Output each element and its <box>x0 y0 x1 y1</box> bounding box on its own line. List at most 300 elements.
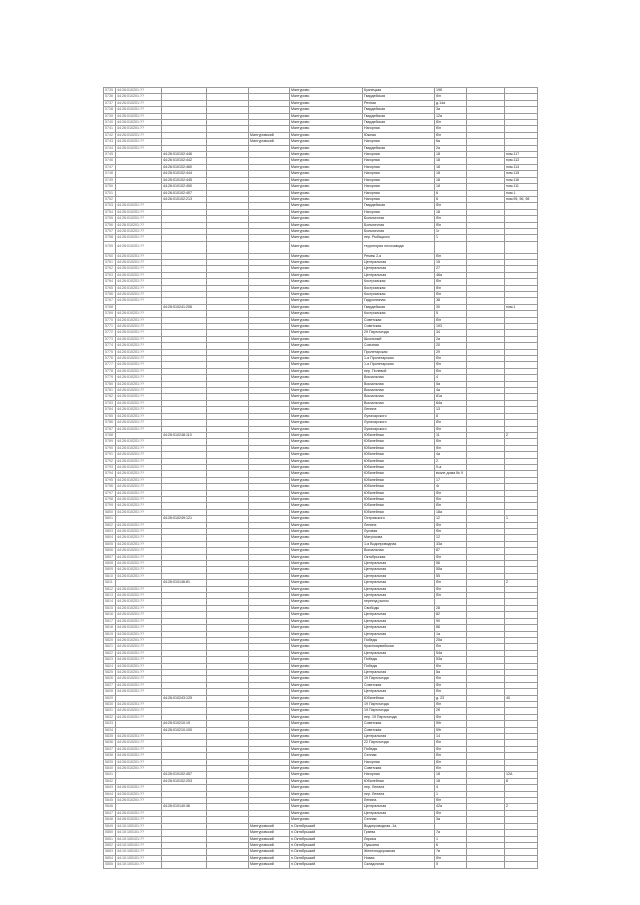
table-cell: пер. 19 Партсъезда <box>363 714 435 720</box>
table-cell: Мантурово <box>290 753 363 759</box>
table-cell: 44:26:010201:?? <box>116 464 162 470</box>
table-cell: Мантурово <box>290 343 363 349</box>
table-cell: 44:26:010201:?? <box>116 394 162 400</box>
table-cell: 7а <box>435 830 467 836</box>
table-cell: Победы <box>363 657 435 663</box>
table-cell: Центральная <box>363 586 435 592</box>
table-cell: территория лесозавода <box>363 241 435 253</box>
table-cell: 17 <box>435 477 467 483</box>
table-cell: Мантурово <box>290 529 363 535</box>
table-cell: 5818 <box>104 625 116 631</box>
table-cell: Центральная <box>363 618 435 624</box>
table-cell: Мантурово <box>290 196 363 202</box>
table-cell: Мантурово <box>290 721 363 727</box>
table-cell: Нагорная <box>363 139 435 145</box>
table-cell: 44:26:010201:?? <box>116 291 162 297</box>
table-cell: 5792 <box>104 458 116 464</box>
table-cell: 5791 <box>104 452 116 458</box>
table-cell: Речная <box>363 100 435 106</box>
table-cell: 1 <box>505 516 538 522</box>
table-cell: Костромская <box>363 285 435 291</box>
table-cell: Мантурово <box>290 631 363 637</box>
table-cell: пом.111 <box>505 184 538 190</box>
table-cell: пом.1 <box>505 304 538 310</box>
table-cell: 44:26:010102:407 <box>162 190 207 196</box>
table-cell: 5814 <box>104 599 116 605</box>
table-cell: п.Октябрьский <box>290 849 363 855</box>
table-cell: 44:26:010201:?? <box>116 573 162 579</box>
table-cell: Советская <box>363 727 435 733</box>
table-cell: 33а <box>435 541 467 547</box>
table-cell: 19 Партсъезда <box>363 676 435 682</box>
table-cell: Мантуровский <box>249 139 290 145</box>
table-cell: Юбилейная <box>363 439 435 445</box>
table-cell: Юбилейная <box>363 778 435 784</box>
table-cell: Мантурово <box>290 496 363 502</box>
table-cell: 44:26:010201:?? <box>116 669 162 675</box>
table-cell: 9-а <box>435 464 467 470</box>
table-cell: 44:26:010201:?? <box>116 139 162 145</box>
table-cell: 2 <box>505 432 538 438</box>
table-cell <box>505 241 538 253</box>
table-cell: Мантурово <box>290 605 363 611</box>
table-cell: Мантурово <box>290 368 363 374</box>
table-cell: 5760 <box>104 253 116 259</box>
table-cell: Нагорная <box>363 772 435 778</box>
table-cell: Мантуровский <box>249 855 290 861</box>
table-cell: Центральная <box>363 669 435 675</box>
table-cell: Костромская <box>363 279 435 285</box>
table-cell: 44:26:010201:?? <box>116 407 162 413</box>
table-cell: 5а <box>435 381 467 387</box>
table-cell: Мантурово <box>290 701 363 707</box>
table-cell: Мантурово <box>290 298 363 304</box>
table-cell: 5745 <box>104 152 116 158</box>
table-cell: возле дома № 9 <box>435 471 467 477</box>
table-cell: 44:26:010201:?? <box>116 228 162 234</box>
table-cell: 5811 <box>104 580 116 586</box>
table-cell: 56 <box>435 561 467 567</box>
table-cell: 29 <box>435 349 467 355</box>
table-cell: 44:26:010201:?? <box>116 496 162 502</box>
table-cell: пом.116 <box>505 177 538 183</box>
table-cell: б/н <box>435 554 467 560</box>
table-cell: 3а <box>435 107 467 113</box>
table-cell: 5744 <box>104 145 116 151</box>
table-cell: 44:26:010201:?? <box>116 535 162 541</box>
table-cell: 12а <box>435 113 467 119</box>
table-cell: 5815 <box>104 605 116 611</box>
table-cell: 5750 <box>104 184 116 190</box>
table-cell: Железнодорожная <box>363 849 435 855</box>
table-cell: 5819 <box>104 631 116 637</box>
table-cell: 59г <box>435 721 467 727</box>
table-cell: Советская <box>363 317 435 323</box>
table-cell: Больничная <box>363 216 435 222</box>
table-cell: Гидролизная <box>363 298 435 304</box>
table-cell: Мантурово <box>290 509 363 515</box>
table-cell: 46а <box>435 272 467 278</box>
table-cell: Мантурово <box>290 375 363 381</box>
table-cell: Советская <box>363 682 435 688</box>
table-cell: Мантурово <box>290 432 363 438</box>
table-cell: Мантурово <box>290 810 363 816</box>
table-cell: б/н <box>435 701 467 707</box>
table-cell: Мантуровский <box>249 842 290 848</box>
table-cell: б/н <box>435 291 467 297</box>
table-cell: 1г <box>435 228 467 234</box>
table-cell: б/н <box>435 216 467 222</box>
table-cell: Нагорная <box>363 209 435 215</box>
table-cell: 44:26:010201:?? <box>116 766 162 772</box>
table-cell: 5776 <box>104 356 116 362</box>
table-cell: 5753 <box>104 203 116 209</box>
table-cell: Центральная <box>363 804 435 810</box>
table-cell: Гвардейская <box>363 203 435 209</box>
table-cell: Победы <box>363 637 435 643</box>
table-cell: 44:26:010201:?? <box>116 285 162 291</box>
table-cell: 44:26:010201:?? <box>116 311 162 317</box>
table-cell: Мантурово <box>290 618 363 624</box>
table-cell: 5741 <box>104 126 116 132</box>
table-cell: 11 <box>435 432 467 438</box>
table-cell: Мантурово <box>290 791 363 797</box>
table-cell: Мантурово <box>290 503 363 509</box>
table-cell: 5853 <box>104 849 116 855</box>
table-cell: Пролетарская <box>363 349 435 355</box>
table-cell: 44:26:010201:?? <box>116 650 162 656</box>
table-cell: 5752 <box>104 196 116 202</box>
table-cell: 18а <box>435 509 467 515</box>
table-cell: пер. Ленина <box>363 791 435 797</box>
table-row <box>104 862 538 868</box>
table-cell: 5837 <box>104 746 116 752</box>
table-cell: п.Октябрьский <box>290 830 363 836</box>
table-cell: Мантурово <box>290 637 363 643</box>
table-cell: 5763 <box>104 272 116 278</box>
table-cell: 5804 <box>104 535 116 541</box>
table-cell: Мантурово <box>290 311 363 317</box>
table-cell: Мантурово <box>290 171 363 177</box>
table-cell: 44:26:010102:213 <box>162 196 207 202</box>
table-cell: б/н <box>435 496 467 502</box>
table-cell: б/н <box>435 426 467 432</box>
table-cell: Мантурово <box>290 573 363 579</box>
table-cell: 5812 <box>104 586 116 592</box>
table-cell: Мантурово <box>290 554 363 560</box>
table-cell: 44:26:010243:125 <box>162 695 207 701</box>
table-cell: 19 Партсъезда <box>363 701 435 707</box>
table-cell: 5848 <box>104 817 116 823</box>
table-cell: 5821 <box>104 644 116 650</box>
table-cell: Советская <box>363 721 435 727</box>
table-cell: б/н <box>435 490 467 496</box>
table-cell: 81а <box>435 394 467 400</box>
table-cell: 53а <box>435 657 467 663</box>
table-cell: 5839 <box>104 759 116 765</box>
table-cell: Октябрьская <box>363 554 435 560</box>
table-cell: Мантурово <box>290 113 363 119</box>
table-cell: 86 <box>435 625 467 631</box>
table-cell: Вокзальная <box>363 400 435 406</box>
table-cell: 2б <box>435 708 467 714</box>
table-cell: 2 <box>435 458 467 464</box>
table-cell: 29 Партсъезда <box>363 330 435 336</box>
table-cell: 5838 <box>104 753 116 759</box>
table-cell: 5786 <box>104 420 116 426</box>
table-cell: 5816 <box>104 612 116 618</box>
table-cell: пер. Полевой <box>363 368 435 374</box>
table-cell: 5794 <box>104 471 116 477</box>
table-cell: Юбилейная <box>363 484 435 490</box>
table-cell: б/н <box>435 593 467 599</box>
table-cell: Мантурово <box>290 567 363 573</box>
table-cell: Мантурово <box>290 785 363 791</box>
table-cell: 44:26:010201:?? <box>116 663 162 669</box>
table-cell <box>505 862 538 868</box>
table-cell: Центральная <box>363 625 435 631</box>
table-cell: 5822 <box>104 650 116 656</box>
table-cell: Мантурово <box>290 548 363 554</box>
table-cell: Мантурово <box>290 420 363 426</box>
table-cell: б/н <box>435 120 467 126</box>
table-cell: Мантурово <box>290 228 363 234</box>
table-cell: п.Октябрьский <box>290 855 363 861</box>
table-cell: 1 <box>435 235 467 241</box>
table-cell: Центральная <box>363 810 435 816</box>
table-cell: 19 Партсъезда <box>363 708 435 714</box>
table-cell: 44:26:010201:?? <box>116 266 162 272</box>
table-cell: 44:26:010201:?? <box>116 420 162 426</box>
table-cell: 44:26:010201:?? <box>116 107 162 113</box>
table-cell: Мантурово <box>290 734 363 740</box>
table-cell: 44:26:010201:?? <box>116 362 162 368</box>
table-cell: 44:26:010201:?? <box>116 503 162 509</box>
table-cell: Мантурово <box>290 477 363 483</box>
table-cell: Мантурово <box>290 516 363 522</box>
table-cell: 19б <box>435 88 467 94</box>
table-cell: 5841 <box>104 772 116 778</box>
table-cell: 44:26:010201:?? <box>116 203 162 209</box>
table-cell: Гвардейская <box>363 304 435 310</box>
table-cell: пом.95, 96, 98 <box>505 196 538 202</box>
table-cell: Юбилейная <box>363 477 435 483</box>
table-cell: Мантурово <box>290 216 363 222</box>
table-cell: б/н <box>435 746 467 752</box>
table-cell: 44:26:010201:?? <box>116 734 162 740</box>
table-cell: переезд рынок <box>363 599 435 605</box>
table-cell: Мантурово <box>290 612 363 618</box>
table-cell: Вокзальная <box>363 375 435 381</box>
table-cell: Мантурово <box>290 561 363 567</box>
table-cell: б/н <box>435 368 467 374</box>
table-cell: 44:26:010201:?? <box>116 798 162 804</box>
table-cell: Мантурово <box>290 740 363 746</box>
table-cell: Нагорная <box>363 171 435 177</box>
table-cell: Мантурово <box>290 452 363 458</box>
table-cell: Вокзальная <box>363 388 435 394</box>
table-cell: 44:10:100101:?? <box>116 862 162 868</box>
table-cell: 44:26:010201:?? <box>116 100 162 106</box>
table-cell: Мантурово <box>290 330 363 336</box>
table-cell: 44:10:100101:?? <box>116 855 162 861</box>
table-cell: Мантурово <box>290 317 363 323</box>
table-cell: 5847 <box>104 810 116 816</box>
table-cell: Мантурово <box>290 203 363 209</box>
table-cell: Костромская <box>363 291 435 297</box>
table-cell: 44:26:010201:?? <box>116 349 162 355</box>
table-cell: 5830 <box>104 701 116 707</box>
table-cell: 4г <box>435 484 467 490</box>
table-cell: 5770 <box>104 317 116 323</box>
table-cell: 44:10:100101:?? <box>116 830 162 836</box>
table-cell: 5826 <box>104 676 116 682</box>
table-cell: 18 <box>435 171 467 177</box>
table-cell: Юбилейная <box>363 445 435 451</box>
table-cell <box>207 241 249 253</box>
table-cell: 15 <box>435 259 467 265</box>
table-cell: Юбилейная <box>363 458 435 464</box>
table-cell: 44:10:100101:?? <box>116 842 162 848</box>
table-cell: 44:26:010201:?? <box>116 356 162 362</box>
table-cell: 44:26:010201:?? <box>116 746 162 752</box>
table-cell: Центральная <box>363 734 435 740</box>
table-cell: Юбилейная <box>363 464 435 470</box>
table-cell: 5829 <box>104 695 116 701</box>
table-cell: 44:26:010201:?? <box>116 120 162 126</box>
table-cell: Мантурово <box>290 445 363 451</box>
table-cell: 55 <box>435 573 467 579</box>
table-cell: Мантурово <box>290 695 363 701</box>
table-cell: Центральная <box>363 259 435 265</box>
table-cell: б/н <box>435 529 467 535</box>
table-cell: 44:26:010201:?? <box>116 209 162 215</box>
table-cell: 44:26:010102:457 <box>162 772 207 778</box>
table-cell: Вокзальная <box>363 394 435 400</box>
table-cell: Мантурово <box>290 471 363 477</box>
table-cell: 5740 <box>104 120 116 126</box>
table-cell <box>249 241 290 253</box>
table-cell: 5851 <box>104 836 116 842</box>
table-cell: 18 <box>435 164 467 170</box>
table-cell: Луговая <box>363 529 435 535</box>
table-cell: б/н <box>435 740 467 746</box>
table-cell: Мантурово <box>290 426 363 432</box>
table-cell: 44:26:010102:460 <box>162 164 207 170</box>
table-cell: 5758 <box>104 235 116 241</box>
table-cell: Мантурово <box>290 324 363 330</box>
table-cell: 5803 <box>104 529 116 535</box>
table-cell: Мантуровский <box>249 849 290 855</box>
table-cell: 6а <box>435 139 467 145</box>
table-cell: Мантурово <box>290 535 363 541</box>
table-cell: Лирика <box>363 836 435 842</box>
table-cell: 5780 <box>104 381 116 387</box>
table-cell: 44:26:010201:?? <box>116 682 162 688</box>
table-cell: 5767 <box>104 298 116 304</box>
table-cell: 8 <box>435 413 467 419</box>
table-cell: 44:10:100101:?? <box>116 836 162 842</box>
table-cell: 5844 <box>104 791 116 797</box>
table-cell: 44:26:010201:?? <box>116 94 162 100</box>
table-cell: 44:26:010201:?? <box>116 388 162 394</box>
table-cell: Гвардейская <box>363 145 435 151</box>
table-cell <box>467 241 505 253</box>
table-cell: Мантурово <box>290 349 363 355</box>
table-cell: 5828 <box>104 689 116 695</box>
table-cell: Центральная <box>363 567 435 573</box>
table-cell: Мантурово <box>290 253 363 259</box>
table-cell: б/н <box>435 682 467 688</box>
table-cell: 44:26:010140:36 <box>162 804 207 810</box>
table-cell: 44:26:010201:?? <box>116 676 162 682</box>
table-cell: 18 <box>435 152 467 158</box>
table-cell: 5774 <box>104 343 116 349</box>
table-cell: Мантурово <box>290 356 363 362</box>
table-cell: 5743 <box>104 139 116 145</box>
table-cell: 5785 <box>104 413 116 419</box>
table-cell: Мантурово <box>290 184 363 190</box>
table-cell: 44:26:010146:81 <box>162 580 207 586</box>
register-table <box>103 87 538 869</box>
table-cell: 44:26:010201:?? <box>116 426 162 432</box>
table-cell: б/н <box>435 759 467 765</box>
table-cell: 5824 <box>104 663 116 669</box>
table-cell: 44:26:010201:?? <box>116 612 162 618</box>
table-cell: д.14а <box>435 100 467 106</box>
table-cell: Советская <box>363 766 435 772</box>
table-cell: Центральная <box>363 631 435 637</box>
table-cell: Центральная <box>363 272 435 278</box>
table-cell: 5806 <box>104 548 116 554</box>
table-cell: 1 <box>435 791 467 797</box>
table-cell: 3а <box>435 817 467 823</box>
table-cell: Мантурово <box>290 490 363 496</box>
table-cell: 1-я Водопроводная <box>363 541 435 547</box>
table-cell: Мантурово <box>290 120 363 126</box>
table-cell: Школьный <box>363 336 435 342</box>
table-cell: 5843 <box>104 785 116 791</box>
table-cell: 5834 <box>104 727 116 733</box>
table-cell: 44:26:010201:?? <box>116 714 162 720</box>
table-cell: 5789 <box>104 439 116 445</box>
table-cell: 193 <box>435 324 467 330</box>
table-cell: 44:26:010201:?? <box>116 817 162 823</box>
table-cell: 44:26:010102:442 <box>162 158 207 164</box>
table-cell: 1 <box>435 836 467 842</box>
table-cell: 54а <box>435 650 467 656</box>
table-cell: 44:26:010201:?? <box>116 324 162 330</box>
table-cell: 44:26:010201:?? <box>116 375 162 381</box>
table-cell: 5778 <box>104 368 116 374</box>
table-cell: Нагорная <box>363 196 435 202</box>
table-cell: 5779 <box>104 375 116 381</box>
table-cell: 44:26:010201:?? <box>116 599 162 605</box>
table-cell: Мантурово <box>290 266 363 272</box>
table-cell: 44:26:010201:?? <box>116 618 162 624</box>
table-cell: 5735 <box>104 88 116 94</box>
table-cell: б/н <box>435 676 467 682</box>
table-cell: 55а <box>435 567 467 573</box>
table-cell: Нагорная <box>363 164 435 170</box>
table-cell: 5746 <box>104 158 116 164</box>
table-cell: Мантурово <box>290 259 363 265</box>
table-cell: Мантурово <box>290 407 363 413</box>
table-cell: Мантурово <box>290 439 363 445</box>
table-cell: Мантурово <box>290 177 363 183</box>
table-cell: б/н <box>435 644 467 650</box>
table-cell: Нагорная <box>363 152 435 158</box>
